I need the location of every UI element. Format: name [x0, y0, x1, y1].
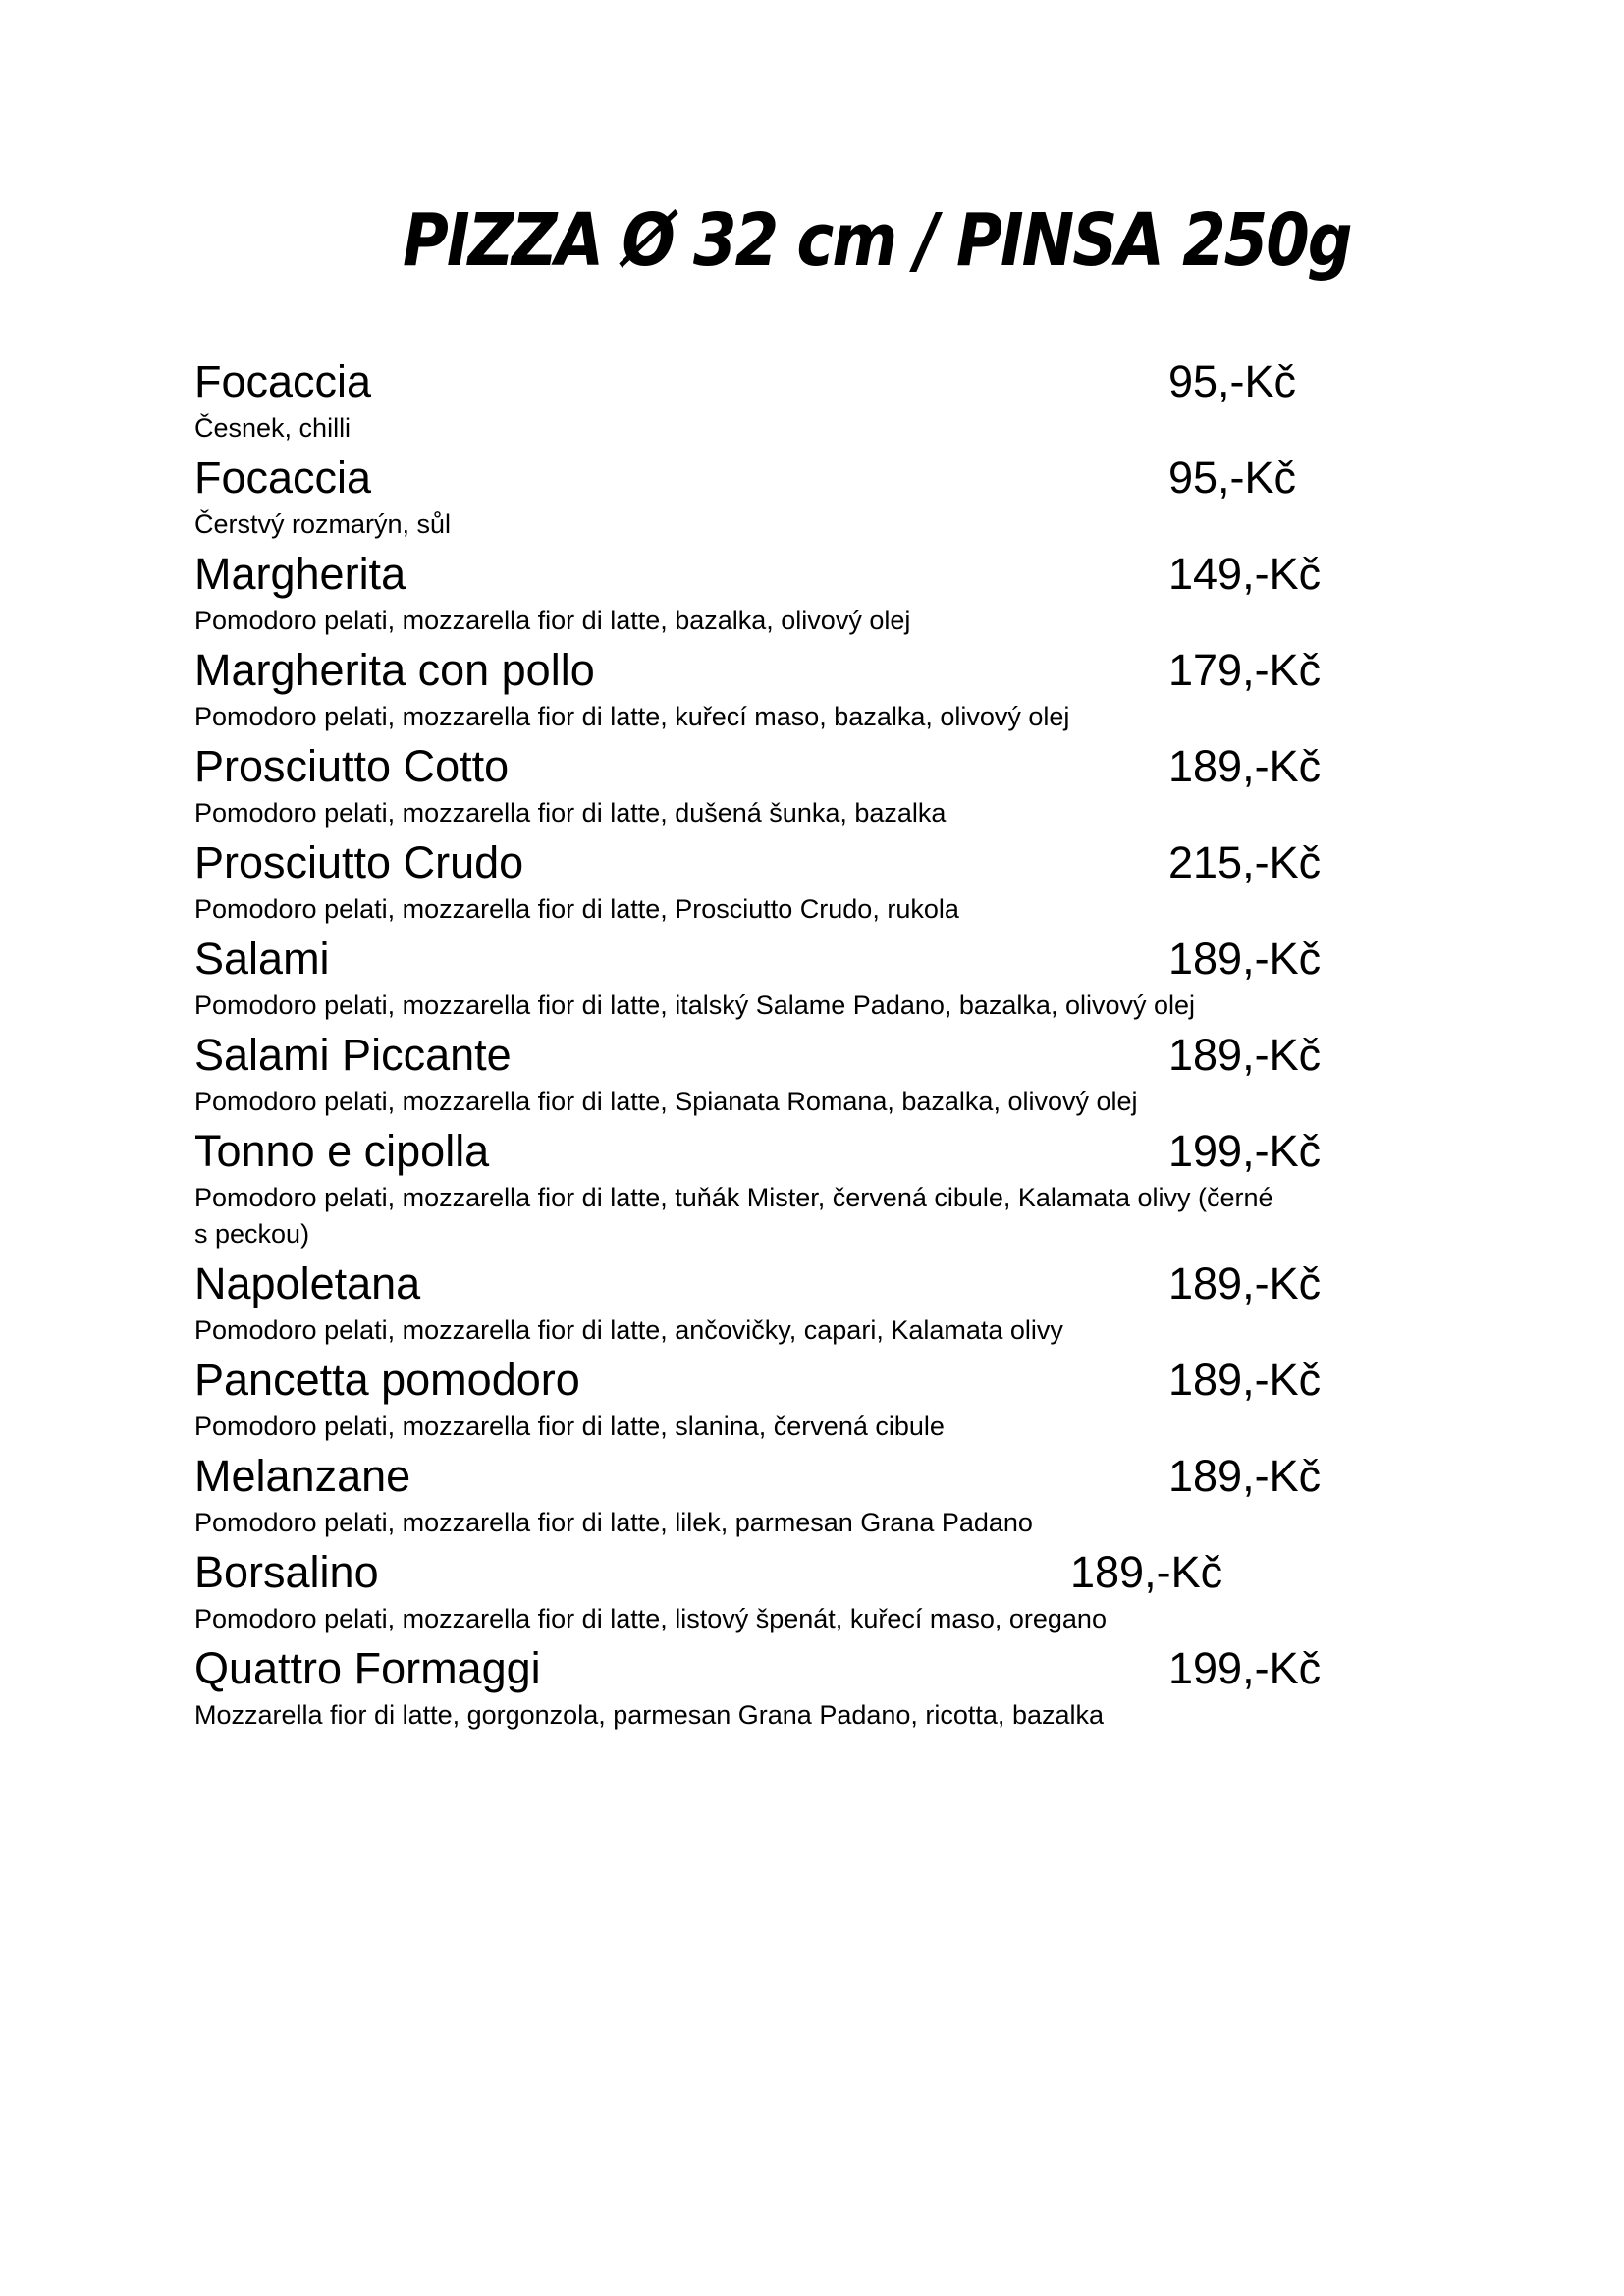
item-price: 199,-Kč	[1168, 1126, 1322, 1176]
item-name: Borsalino	[194, 1547, 379, 1597]
item-price: 215,-Kč	[1168, 837, 1322, 887]
item-price: 189,-Kč	[1168, 934, 1322, 984]
menu-item	[194, 450, 1333, 546]
menu-item	[194, 1352, 1333, 1448]
menu-item	[194, 1544, 1333, 1640]
item-description: Pomodoro pelati, mozzarella fior di latte, bazalka, olivový olej	[194, 606, 911, 635]
menu-item	[194, 834, 1333, 931]
item-name: Focaccia	[194, 453, 372, 503]
item-description: Čerstvý rozmarýn, sůl	[194, 509, 452, 539]
item-name: Prosciutto Crudo	[194, 837, 524, 887]
item-name: Tonno e cipolla	[194, 1126, 490, 1176]
item-name: Salami Piccante	[194, 1030, 512, 1080]
item-description: Pomodoro pelati, mozzarella fior di latte, ančovičky, capari, Kalamata olivy	[194, 1315, 1063, 1345]
item-description: Pomodoro pelati, mozzarella fior di latte, tuňák Mister, červená cibule, Kalamata olivy (černé s peckou)	[194, 1183, 1273, 1249]
item-name: Napoletana	[194, 1258, 421, 1308]
menu-item	[194, 546, 1333, 642]
item-name: Margherita con pollo	[194, 645, 595, 695]
menu-item	[194, 642, 1333, 738]
item-price: 149,-Kč	[1168, 549, 1322, 599]
item-price: 189,-Kč	[1168, 1030, 1322, 1080]
item-price: 189,-Kč	[1168, 1258, 1322, 1308]
item-description: Pomodoro pelati, mozzarella fior di latte, Prosciutto Crudo, rukola	[194, 894, 959, 924]
item-name: Salami	[194, 934, 330, 984]
menu-item	[194, 1027, 1333, 1123]
menu-item	[194, 931, 1333, 1027]
item-description: Mozzarella fior di latte, gorgonzola, parmesan Grana Padano, ricotta, bazalka	[194, 1700, 1105, 1730]
item-description: Česnek, chilli	[194, 413, 352, 443]
item-price: 189,-Kč	[1070, 1547, 1223, 1597]
item-price: 189,-Kč	[1168, 1355, 1322, 1405]
item-description: Pomodoro pelati, mozzarella fior di latte, slanina, červená cibule	[194, 1412, 945, 1441]
item-description: Pomodoro pelati, mozzarella fior di latte, Spianata Romana, bazalka, olivový olej	[194, 1087, 1138, 1116]
item-name: Melanzane	[194, 1451, 411, 1501]
item-description: Pomodoro pelati, mozzarella fior di latte, dušená šunka, bazalka	[194, 798, 947, 828]
menu-item	[194, 1123, 1333, 1255]
item-name: Focaccia	[194, 356, 372, 406]
item-name: Prosciutto Cotto	[194, 741, 510, 791]
item-description: Pomodoro pelati, mozzarella fior di latte, lilek, parmesan Grana Padano	[194, 1508, 1033, 1537]
item-price: 189,-Kč	[1168, 741, 1322, 791]
item-price: 179,-Kč	[1168, 645, 1322, 695]
item-price: 95,-Kč	[1168, 453, 1297, 503]
menu-item	[194, 1448, 1333, 1544]
menu-list	[194, 353, 1333, 1736]
item-name: Quattro Formaggi	[194, 1643, 541, 1693]
item-price: 95,-Kč	[1168, 356, 1297, 406]
page-title: PIZZA Ø 32 cm / PINSA 250g	[403, 199, 1351, 284]
item-description: Pomodoro pelati, mozzarella fior di latte, listový špenát, kuřecí maso, oregano	[194, 1604, 1107, 1633]
menu-item	[194, 738, 1333, 834]
item-price: 199,-Kč	[1168, 1643, 1322, 1693]
menu-item	[194, 1255, 1333, 1352]
item-description: Pomodoro pelati, mozzarella fior di latte, kuřecí maso, bazalka, olivový olej	[194, 702, 1070, 731]
item-price: 189,-Kč	[1168, 1451, 1322, 1501]
item-name: Pancetta pomodoro	[194, 1355, 580, 1405]
item-description: Pomodoro pelati, mozzarella fior di latte, italský Salame Padano, bazalka, olivový olej	[194, 990, 1196, 1020]
menu-item	[194, 353, 1333, 450]
item-name: Margherita	[194, 549, 406, 599]
menu-item	[194, 1640, 1333, 1736]
